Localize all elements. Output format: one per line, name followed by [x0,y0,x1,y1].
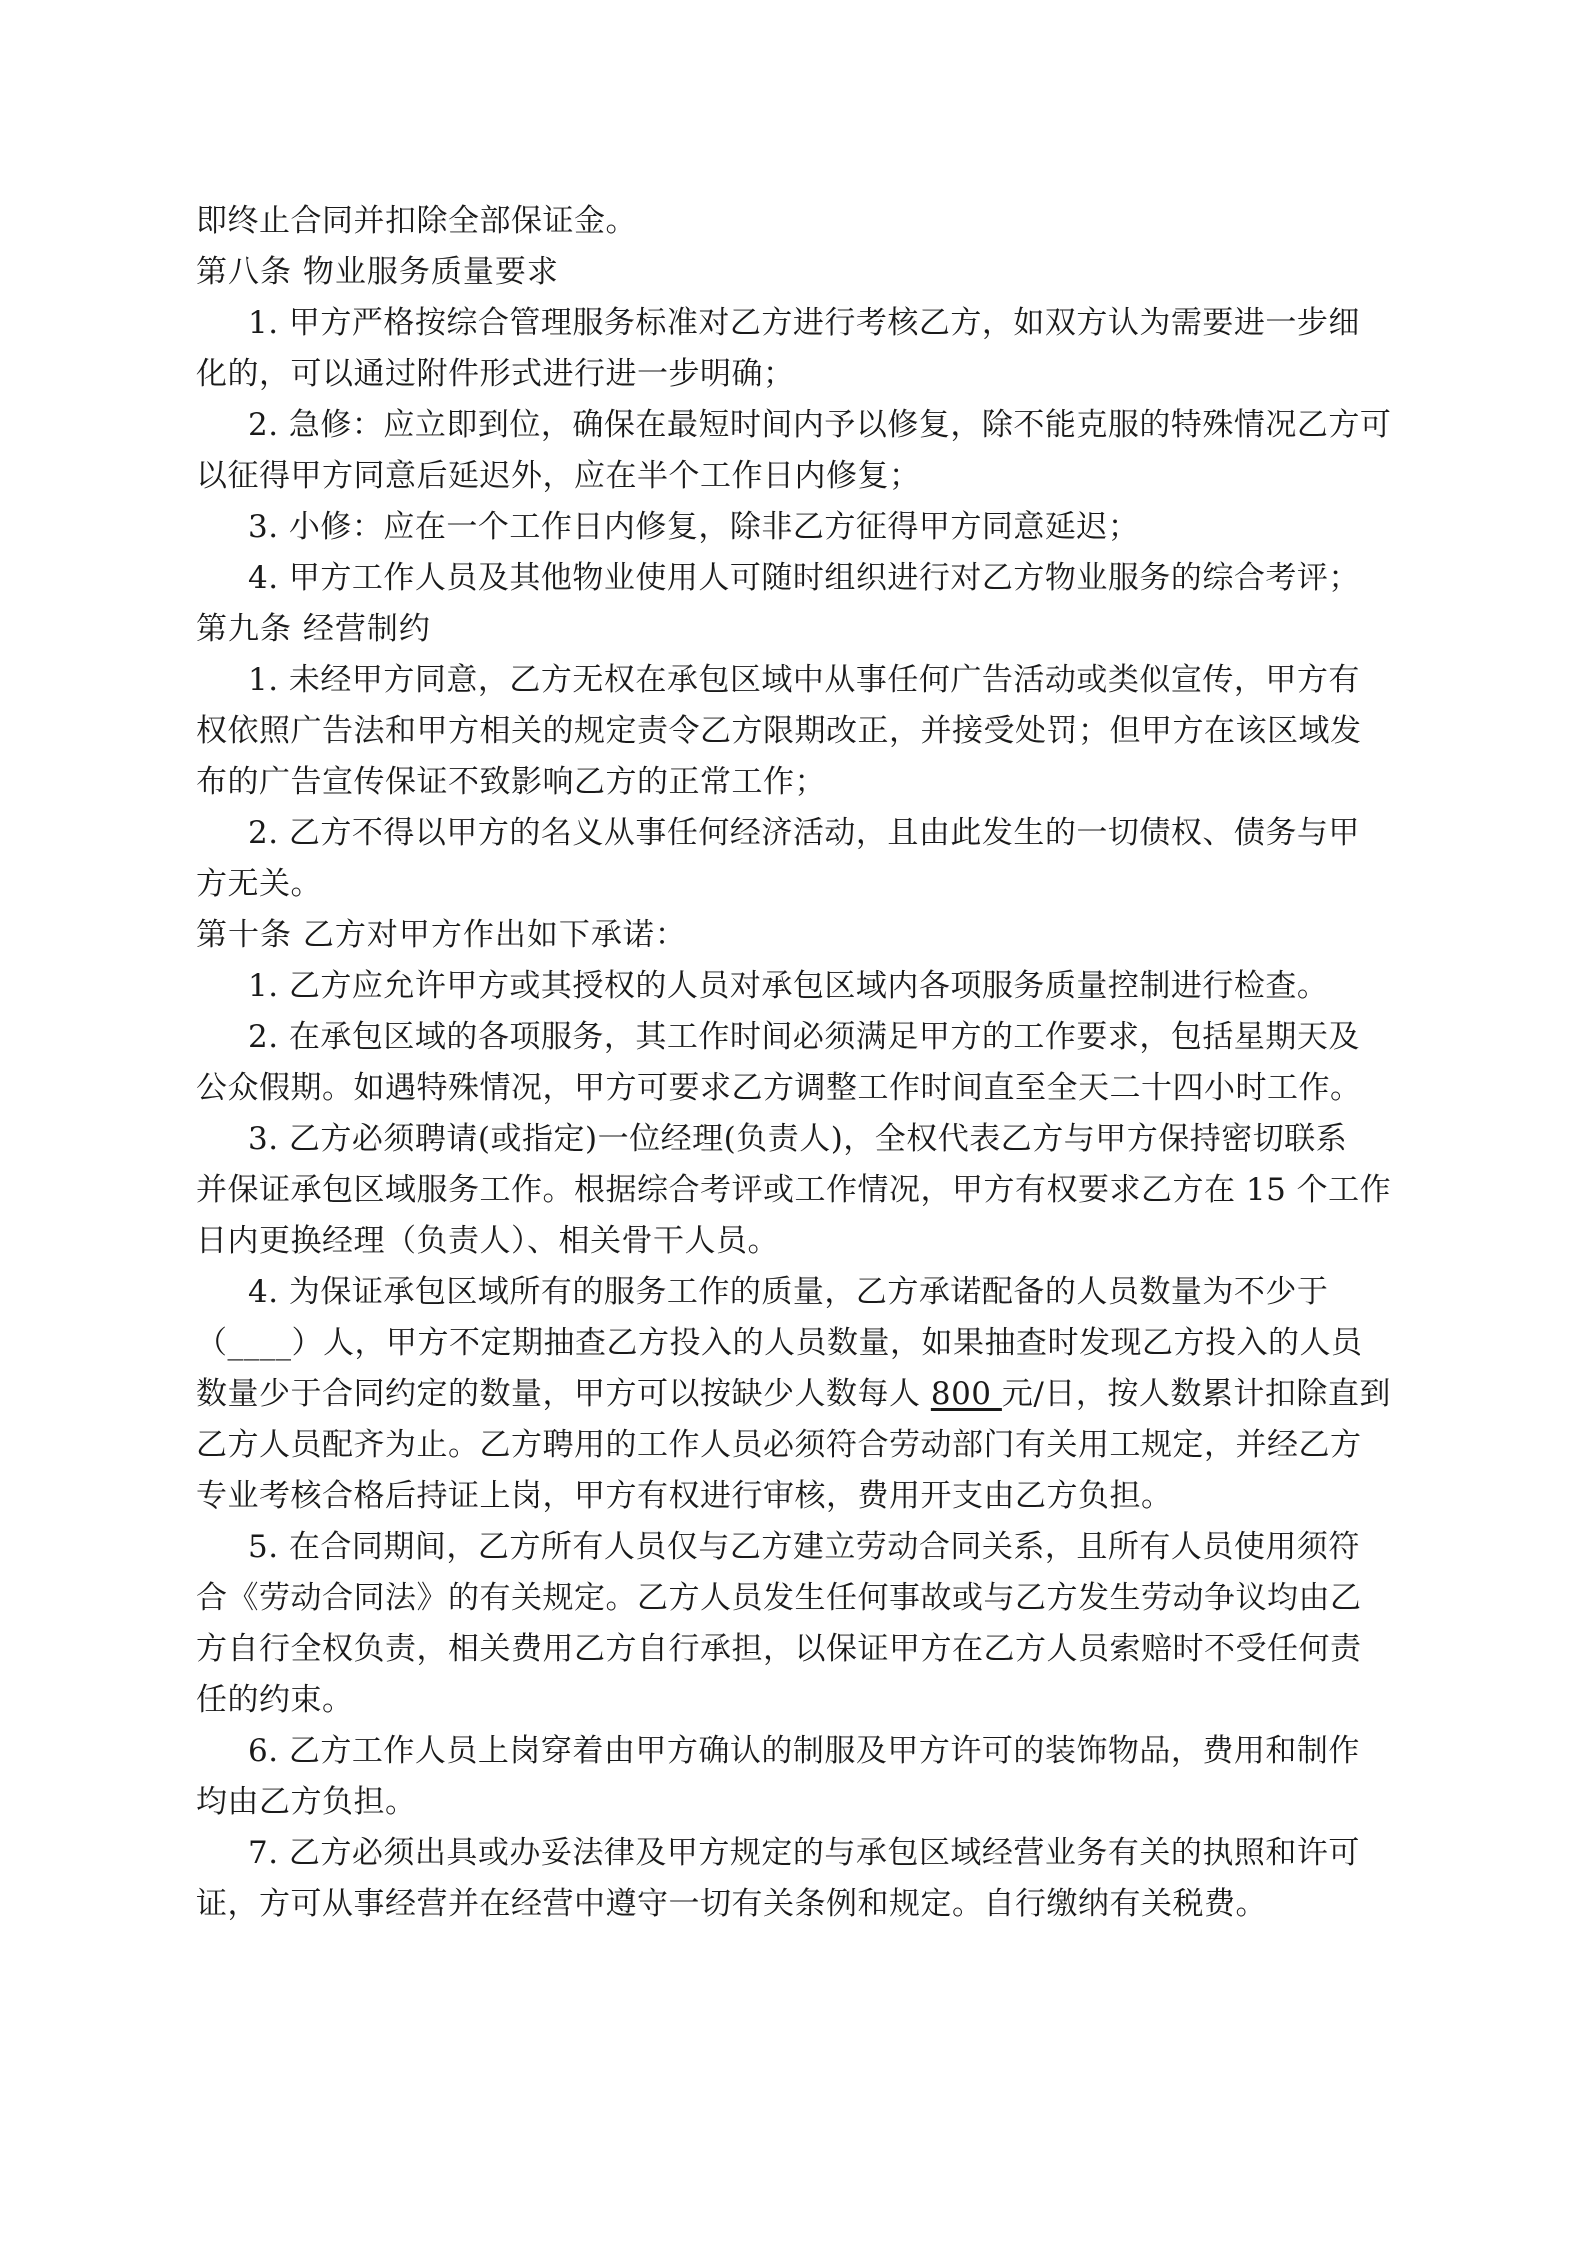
paragraph-line: （____）人，甲方不定期抽查乙方投入的人员数量，如果抽查时发现乙方投入的人员 [196,1325,1363,1361]
article-10-heading: 第十条 乙方对甲方作出如下承诺： [196,917,687,953]
paragraph-line: 方无关。 [196,866,322,902]
paragraph-line: 证，方可从事经营并在经营中遵守一切有关条例和规定。自行缴纳有关税费。 [196,1886,1267,1922]
penalty-amount: 800 [930,1376,1002,1412]
paragraph-line: 3. 小修：应在一个工作日内修复，除非乙方征得甲方同意延迟； [248,509,1140,545]
paragraph-line: 专业考核合格后持证上岗，甲方有权进行审核，费用开支由乙方负担。 [196,1478,1173,1514]
paragraph-line: 2. 乙方不得以甲方的名义从事任何经济活动，且由此发生的一切债权、债务与甲 [248,815,1360,851]
text-segment: 元/日，按人数累计扣除直到 [1001,1376,1391,1412]
paragraph-line: 4. 甲方工作人员及其他物业使用人可随时组织进行对乙方物业服务的综合考评； [248,560,1360,596]
document-page [196,196,1400,1930]
paragraph-line: 6. 乙方工作人员上岗穿着由甲方确认的制服及甲方许可的装饰物品，费用和制作 [248,1733,1360,1769]
paragraph-line [196,1369,1400,1420]
paragraph-line: 均由乙方负担。 [196,1784,417,1820]
paragraph-line: 日内更换经理（负责人）、相关骨干人员。 [196,1223,779,1259]
paragraph-line: 布的广告宣传保证不致影响乙方的正常工作； [196,764,826,800]
paragraph-line: 方自行全权负责，相关费用乙方自行承担，以保证甲方在乙方人员索赔时不受任何责 [196,1631,1362,1667]
paragraph-line: 2. 急修：应立即到位，确保在最短时间内予以修复，除不能克服的特殊情况乙方可 [248,407,1392,443]
paragraph-line: 2. 在承包区域的各项服务，其工作时间必须满足甲方的工作要求，包括星期天及 [248,1019,1360,1055]
paragraph-line: 合《劳动合同法》的有关规定。乙方人员发生任何事故或与乙方发生劳动争议均由乙 [196,1580,1362,1616]
article-8-heading: 第八条 物业服务质量要求 [196,254,559,290]
article-9-heading: 第九条 经营制约 [196,611,431,647]
paragraph-line: 1. 未经甲方同意，乙方无权在承包区域中从事任何广告活动或类似宣传，甲方有 [248,662,1360,698]
paragraph-line: 以征得甲方同意后延迟外，应在半个工作日内修复； [196,458,921,494]
paragraph-line: 并保证承包区域服务工作。根据综合考评或工作情况，甲方有权要求乙方在 15 个工作 [196,1172,1392,1208]
paragraph-line: 乙方人员配齐为止。乙方聘用的工作人员必须符合劳动部门有关用工规定，并经乙方 [196,1427,1362,1463]
paragraph-line: 3. 乙方必须聘请(或指定)一位经理(负责人)，全权代表乙方与甲方保持密切联系 [248,1121,1348,1157]
paragraph-line: 4. 为保证承包区域所有的服务工作的质量，乙方承诺配备的人员数量为不少于 [248,1274,1329,1310]
paragraph-line: 即终止合同并扣除全部保证金。 [196,203,637,239]
paragraph-line: 7. 乙方必须出具或办妥法律及甲方规定的与承包区域经营业务有关的执照和许可 [248,1835,1360,1871]
paragraph-line: 权依照广告法和甲方相关的规定责令乙方限期改正，并接受处罚；但甲方在该区域发 [196,713,1362,749]
paragraph-line: 任的约束。 [196,1682,354,1718]
text-segment: 数量少于合同约定的数量，甲方可以按缺少人数每人 [196,1376,931,1412]
paragraph-line: 化的，可以通过附件形式进行进一步明确； [196,356,795,392]
paragraph-line: 1. 乙方应允许甲方或其授权的人员对承包区域内各项服务质量控制进行检查。 [248,968,1329,1004]
paragraph-line: 5. 在合同期间，乙方所有人员仅与乙方建立劳动合同关系，且所有人员使用须符 [248,1529,1360,1565]
paragraph-line: 公众假期。如遇特殊情况，甲方可要求乙方调整工作时间直至全天二十四小时工作。 [196,1070,1362,1106]
paragraph-line: 1. 甲方严格按综合管理服务标准对乙方进行考核乙方，如双方认为需要进一步细 [248,305,1360,341]
